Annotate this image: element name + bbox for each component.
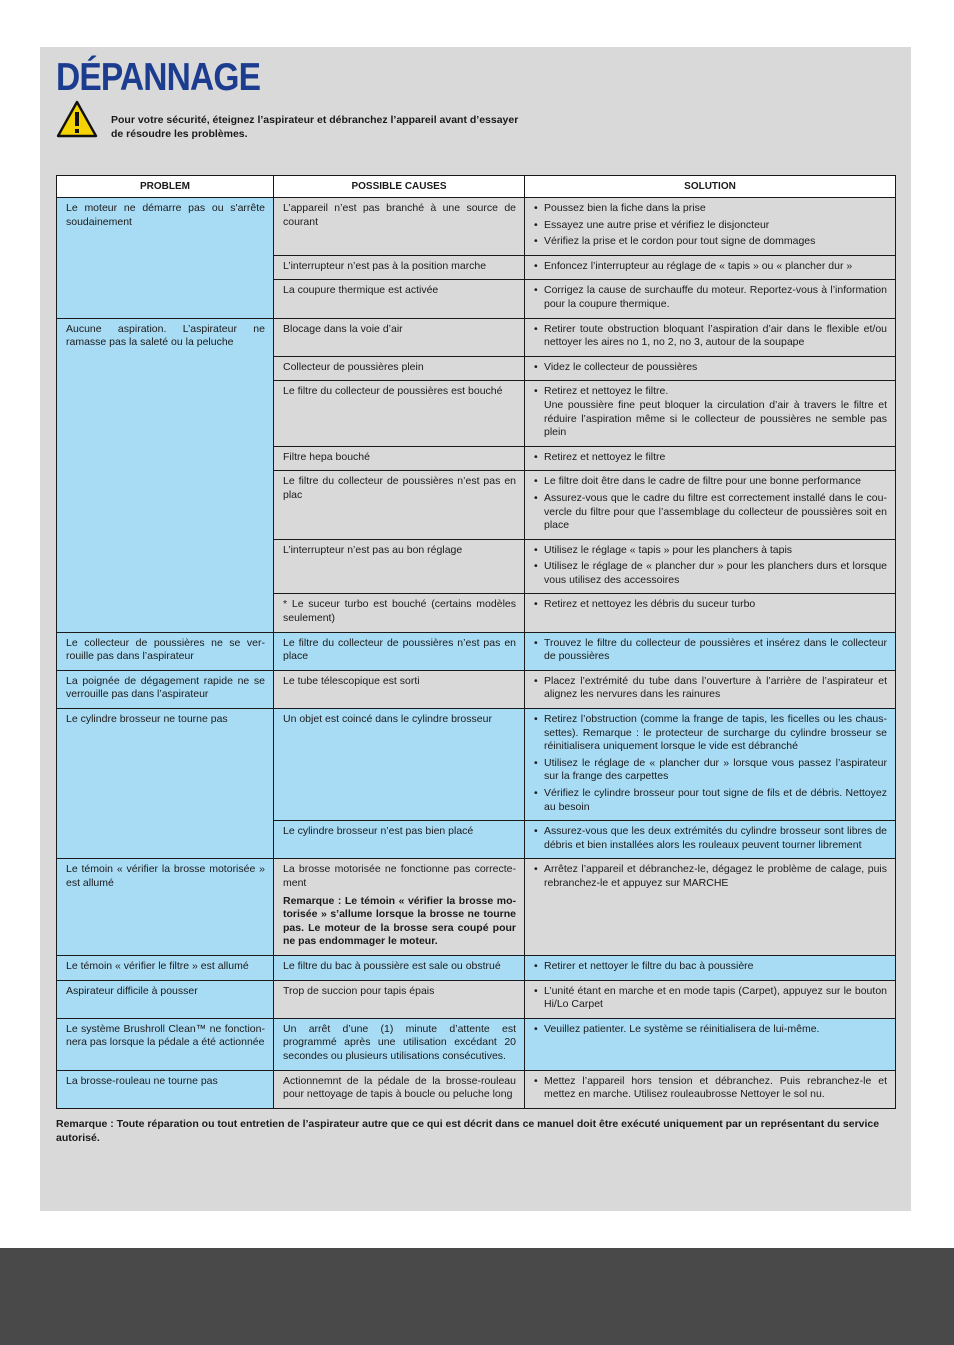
solution-text: Mettez l’appareil hors tension et débranchez. Puis rebranchez-le et mettez en marche. Utilisez rouleaubrosse Nettoyer le sol nu.	[544, 1074, 887, 1101]
table-row	[57, 859, 896, 956]
table-row	[57, 318, 896, 356]
cause-text: Le tube télescopique est sorti	[283, 674, 420, 687]
solution-item	[534, 284, 887, 311]
solution-cell	[525, 280, 896, 318]
solution-item	[534, 451, 887, 465]
problem-cell: Le collecteur de poussières ne se verrouille pas dans l’aspirateur	[57, 632, 274, 670]
cause-text: Le filtre du collecteur de poussières n’est pas en place	[283, 636, 516, 663]
solution-text: Vérifiez le cylindre brosseur pour tout signe de fils et de débris. Nettoyez au besoin	[544, 787, 887, 813]
solution-item	[534, 637, 887, 664]
solution-cell	[525, 318, 896, 356]
problem-cell: Le témoin « vérifier le filtre » est allumé	[57, 955, 274, 980]
cause-text: Le filtre du collecteur de poussières est bouché	[283, 385, 503, 398]
solution-item	[534, 235, 887, 249]
solution-item	[534, 960, 887, 974]
table-row	[57, 980, 896, 1018]
cause-text: Un objet est coincé dans le cylindre brosseur	[283, 713, 492, 726]
table-header-row	[57, 176, 896, 198]
cause-text: La brosse motorisée ne fonctionne pas correctement	[283, 863, 516, 889]
solution-text: Corrigez la cause de surchauffe du moteur. Reportez-vous à l’information pour la coupure thermique.	[544, 284, 887, 310]
warning-triangle-icon	[56, 100, 98, 138]
bullet-icon: •	[534, 713, 538, 726]
solution-cell	[525, 381, 896, 446]
cause-cell	[274, 632, 525, 670]
table-body	[57, 198, 896, 1109]
bullet-icon: •	[534, 491, 538, 504]
solution-cell	[525, 471, 896, 539]
cause-cell	[274, 471, 525, 539]
solution-text: Utilisez le réglage de « plancher dur » lorsque vous passez l’aspirateur sur la frange des carpettes	[544, 756, 887, 783]
table-row	[57, 955, 896, 980]
problem-cell: Aspirateur difficile à pousser	[57, 980, 274, 1018]
cause-cell	[274, 709, 525, 821]
solution-cell	[525, 632, 896, 670]
solution-item	[534, 361, 887, 375]
bullet-icon: •	[534, 825, 538, 838]
solution-cell	[525, 198, 896, 256]
troubleshooting-table	[56, 175, 896, 1109]
solution-text: Essayez une autre prise et vérifiez le disjoncteur	[544, 218, 770, 231]
solution-cell	[525, 670, 896, 708]
cause-cell	[274, 255, 525, 280]
solution-item	[534, 825, 887, 852]
solution-cell	[525, 539, 896, 594]
table-row	[57, 198, 896, 256]
table-row	[57, 670, 896, 708]
solution-item	[534, 1023, 887, 1037]
solution-cell	[525, 709, 896, 821]
bullet-icon: •	[534, 787, 538, 799]
bullet-icon: •	[534, 984, 538, 997]
bullet-icon: •	[534, 385, 538, 398]
bullet-icon: •	[534, 863, 538, 876]
cause-cell	[274, 280, 525, 318]
bullet-icon: •	[534, 284, 538, 297]
solution-text: Retirez et nettoyez le filtre. Une poussière fine peut bloquer la circulation d’air à travers le filtre et réduire l’aspiration même si le collecteur de poussières ne semble pas plein	[544, 385, 887, 439]
bullet-icon: •	[534, 1074, 538, 1087]
bullet-icon: •	[534, 598, 538, 611]
bullet-icon: •	[534, 475, 538, 488]
cause-text: Filtre hepa bouché	[283, 450, 370, 463]
cause-cell	[274, 859, 525, 956]
table-row	[57, 1018, 896, 1070]
safety-warning: Pour votre sécurité, éteignez l’aspirateur et débranchez l’appareil avant d’essayer de résoudre les problèmes.	[111, 114, 519, 140]
solution-item	[534, 385, 887, 439]
cause-cell	[274, 594, 525, 632]
solution-text: Placez l’extrémité du tube dans l’ouverture à l’arrière de l’aspirateur et alignez les nervures dans les rainures	[544, 674, 887, 701]
problem-cell: Le moteur ne démarre pas ou s'arrête soudainement	[57, 198, 274, 319]
cause-cell	[274, 356, 525, 381]
header-solution: SOLUTION	[525, 176, 896, 198]
solution-cell	[525, 859, 896, 956]
solution-item	[534, 219, 887, 233]
solution-cell	[525, 821, 896, 859]
cause-text: L’interrupteur n’est pas au bon réglage	[283, 543, 463, 556]
solution-item	[534, 598, 887, 612]
solution-text: Arrêtez l’appareil et débranchez-le, dégagez le problème de calage, puis rebranchez-le et appuyez sur MARCHE	[544, 863, 887, 889]
solution-text: Retirez l’obstruction (comme la frange de tapis, les ficelles ou les chaussettes). Remarque : le protecteur de surcharge du cylindre brosseur se réinitialisera uniquement lorsque le vide est débranché	[544, 713, 887, 753]
cause-text: L’appareil n’est pas branché à une source de courant	[283, 202, 516, 228]
cause-cell	[274, 1018, 525, 1070]
solution-text: Assurez-vous que le cadre du filtre est correctement installé dans le couvercle du filtre pour que l’assemblage du collecteur de poussières soit en place	[544, 491, 887, 532]
cause-text: Collecteur de poussières plein	[283, 360, 424, 373]
cause-cell	[274, 318, 525, 356]
solution-cell	[525, 356, 896, 381]
cause-cell	[274, 1070, 525, 1108]
cause-text: Actionnemnt de la pédale de la brosse-rouleau pour nettoyage de tapis à boucle ou peluche long	[283, 1074, 516, 1101]
solution-cell	[525, 955, 896, 980]
bullet-icon: •	[534, 636, 538, 649]
solution-text: Retirer toute obstruction bloquant l’aspiration d’air dans le flexible et/ou nettoyer les aires no 1, no 2, no 3, autour de la soupape	[544, 322, 887, 349]
cause-text: Trop de succion pour tapis épais	[283, 984, 435, 997]
bullet-icon: •	[534, 322, 538, 335]
header-problem: PROBLEM	[57, 176, 274, 198]
solution-text: Vérifiez la prise et le cordon pour tout signe de dommages	[544, 235, 816, 248]
solution-text: L’unité étant en marche et en mode tapis (Carpet), appuyez sur le bouton Hi/Lo Carpet	[544, 984, 887, 1011]
solution-text: Poussez bien la fiche dans la prise	[544, 202, 706, 214]
solution-item	[534, 475, 887, 489]
bullet-icon: •	[534, 560, 538, 573]
cause-text: * Le suceur turbo est bouché (certains modèles seulement)	[283, 598, 516, 625]
solution-text: Retirez et nettoyez le filtre	[544, 450, 666, 463]
problem-cell: Le cylindre brosseur ne tourne pas	[57, 709, 274, 859]
solution-cell	[525, 980, 896, 1018]
bullet-icon: •	[534, 202, 538, 214]
solution-item	[534, 202, 887, 216]
solution-item	[534, 787, 887, 814]
solution-item	[534, 260, 887, 274]
cause-text: L’interrupteur n’est pas à la position marche	[283, 259, 487, 272]
bullet-icon: •	[534, 218, 538, 231]
table-row	[57, 1070, 896, 1108]
bullet-icon: •	[534, 235, 538, 248]
cause-text: Blocage dans la voie d’air	[283, 322, 403, 335]
solution-text: Assurez-vous que les deux extrémités du cylindre brosseur sont libres de débris et bien installées alors les rouleaux peuvent tourner librement	[544, 825, 887, 851]
solution-item	[534, 560, 887, 587]
problem-cell: Le témoin « vérifier la brosse motorisée » est allumé	[57, 859, 274, 956]
solution-cell	[525, 1070, 896, 1108]
cause-text: Le filtre du bac à poussière est sale ou obstrué	[283, 959, 501, 972]
cause-cell	[274, 446, 525, 471]
solution-item	[534, 492, 887, 533]
solution-text: Retirer et nettoyer le filtre du bac à poussière	[544, 959, 754, 972]
solution-text: Trouvez le filtre du collecteur de poussières et insérez dans le collecteur de poussières	[544, 636, 887, 663]
bullet-icon: •	[534, 1022, 538, 1035]
solution-text: Videz le collecteur de poussières	[544, 360, 698, 373]
solution-cell	[525, 446, 896, 471]
solution-text: Utilisez le réglage « tapis » pour les planchers à tapis	[544, 543, 793, 556]
cause-cell	[274, 198, 525, 256]
page-title: DÉPANNAGE	[56, 56, 261, 99]
cause-cell	[274, 980, 525, 1018]
solution-text: Le filtre doit être dans le cadre de filtre pour une bonne performance	[544, 475, 861, 488]
bullet-icon: •	[534, 360, 538, 373]
cause-cell	[274, 670, 525, 708]
cause-text: Un arrêt d’une (1) minute d’attente est programmé après une utilisation excédant 20 secondes ou plusieurs utilisations consécutives.	[283, 1022, 516, 1062]
solution-item	[534, 863, 887, 890]
solution-item	[534, 1075, 887, 1102]
solution-item	[534, 544, 887, 558]
cause-cell	[274, 381, 525, 446]
bullet-icon: •	[534, 259, 538, 272]
bullet-icon: •	[534, 543, 538, 556]
problem-cell: Aucune aspiration. L’aspirateur ne ramasse pas la saleté ou la peluche	[57, 318, 274, 632]
cause-cell	[274, 821, 525, 859]
table-row	[57, 709, 896, 821]
solution-item	[534, 985, 887, 1012]
problem-cell: La brosse-rouleau ne tourne pas	[57, 1070, 274, 1108]
solution-cell	[525, 594, 896, 632]
problem-cell: La poignée de dégagement rapide ne se verrouille pas dans l’aspirateur	[57, 670, 274, 708]
solution-text: Utilisez le réglage de « plancher dur » pour les planchers durs et lorsque vous utilisez des accessoires	[544, 560, 887, 586]
cause-cell	[274, 955, 525, 980]
cause-cell	[274, 539, 525, 594]
bullet-icon: •	[534, 959, 538, 972]
solution-item	[534, 675, 887, 702]
header-causes: POSSIBLE CAUSES	[274, 176, 525, 198]
service-remark: Remarque : Toute réparation ou tout entretien de l’aspirateur autre que ce qui est décrit dans ce manuel doit être exécuté uniquement par un représentant du service autorisé.	[56, 1118, 880, 1144]
solution-cell	[525, 255, 896, 280]
solution-text: Retirez et nettoyez les débris du suceur turbo	[544, 598, 756, 611]
cause-text: Le filtre du collecteur de poussières n’est pas en plac	[283, 475, 516, 501]
solution-item	[534, 757, 887, 784]
bullet-icon: •	[534, 450, 538, 463]
solution-item	[534, 323, 887, 350]
solution-cell	[525, 1018, 896, 1070]
bullet-icon: •	[534, 674, 538, 687]
cause-text: La coupure thermique est activée	[283, 284, 439, 297]
problem-cell: Le système Brushroll Clean™ ne fonctionnera pas lorsque la pédale a été actionnée	[57, 1018, 274, 1070]
solution-text: Veuillez patienter. Le système se réinitialisera de lui-même.	[544, 1022, 820, 1035]
table-row	[57, 632, 896, 670]
footer-band	[0, 1248, 954, 1345]
solution-item	[534, 713, 887, 754]
bullet-icon: •	[534, 756, 538, 769]
cause-note: Remarque : Le témoin « vérifier la brosse motorisée » s’allume lorsque la brosse ne tourne pas. Le moteur de la brosse sera coupé pour ne pas endommager le moteur.	[283, 894, 516, 948]
cause-text: Le cylindre brosseur n’est pas bien placé	[283, 825, 474, 838]
solution-text: Enfoncez l’interrupteur au réglage de « tapis » ou « plancher dur »	[544, 259, 853, 272]
